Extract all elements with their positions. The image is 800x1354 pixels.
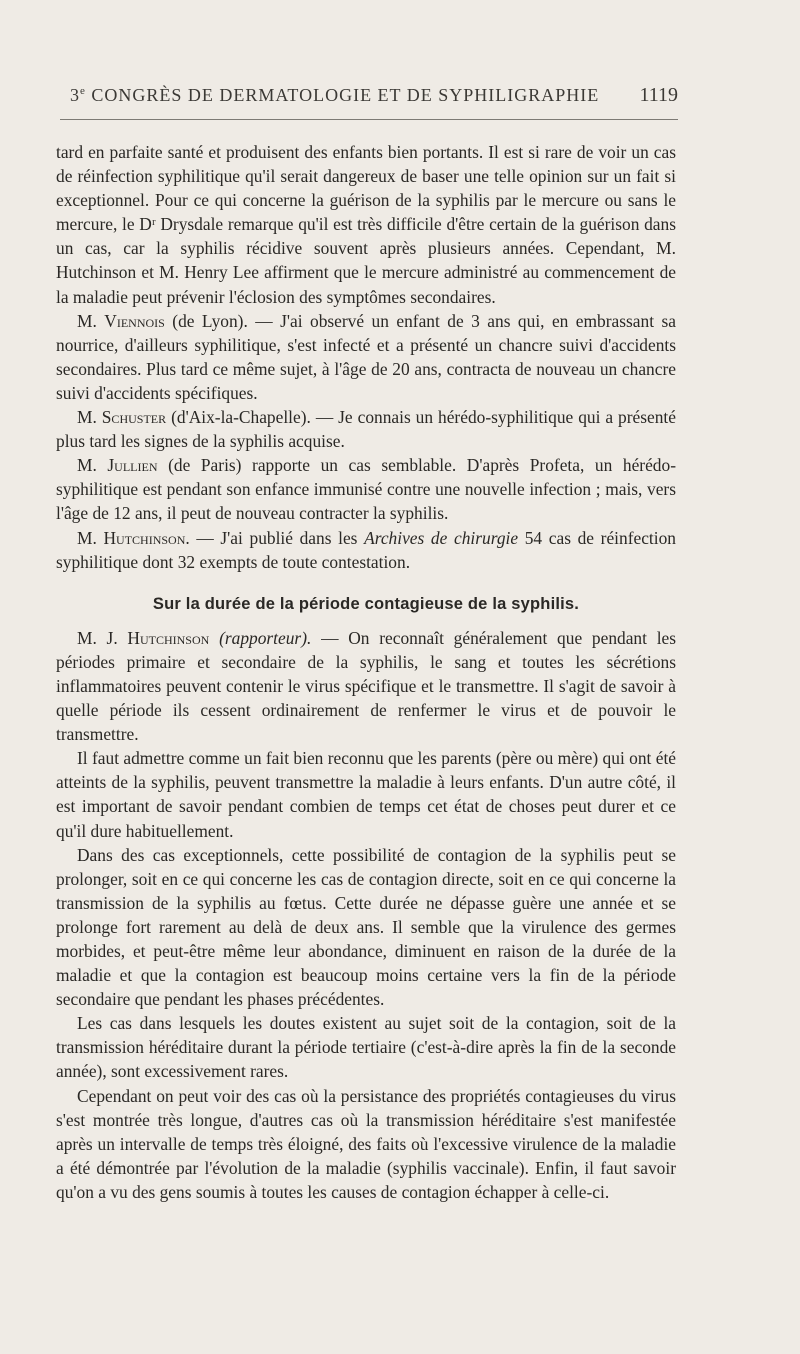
paragraph xyxy=(56,140,676,309)
speaker-role: (rapporteur). xyxy=(209,627,312,648)
paragraph xyxy=(56,1084,676,1204)
running-title xyxy=(70,85,599,106)
paragraph-text: . — J'ai publié dans les xyxy=(185,527,365,548)
paragraph-text: Cependant on peut voir des cas où la persistance des propriétés contagieuses du virus s'est montrée très longue, d'autres cas où la transmission héréditaire s'est manifestée après un intervalle de temps très éloigné, des faits où l'excessive virulence de la maladie a été démontrée par l'évolution de la maladie (syphilis vaccinale). Enfin, il faut savoir qu'on a vu des gens soumis à toutes les causes de contagion échapper à celle-ci. xyxy=(56,1085,676,1202)
speaker-name: Viennois xyxy=(104,310,165,331)
speaker-title: M. J. xyxy=(77,627,128,648)
paragraph-text: tard en parfaite santé et produisent des enfants bien portants. Il est si rare de voir un cas de réinfection syphilitique qu'il serait dangereux de baser une telle opinion sur un fait si exceptionnel. Pour ce qui concerne la guérison de la syphilis par le mercure ou sans le mercure, le Dʳ Drysdale remarque qu'il est très difficile d'être certain de la guérison dans un cas, car la syphilis récidive souvent après plusieurs années. Cependant, M. Hutchinson et M. Henry Lee affirment que le mercure administré au commencement de la maladie peut prévenir l'éclosion des symptômes secondaires. xyxy=(56,142,676,307)
title-text: CONGRÈS DE DERMATOLOGIE ET DE SYPHILIGRAPHIE xyxy=(85,85,600,105)
paragraph xyxy=(56,453,676,525)
header-rule xyxy=(60,119,678,120)
speaker-name: Schuster xyxy=(101,407,167,428)
paragraph-text: — On reconnaît généralement que pendant les périodes primaire et secondaire de la syphilis, le sang et toutes les sécrétions inflammatoires peuvent contenir le virus spécifique et le transmettre. Il s'agit de savoir à quelle période ils cessent ordinairement de renfermer le virus et de pouvoir le transmettre. xyxy=(56,627,677,745)
paragraph-text: (de Lyon). — J'ai observé un enfant de 3 ans qui, en embrassant sa nourrice, d'ailleurs syphilitique, s'est infecté et a présenté un chancre suivi d'accidents secondaires. Plus tard ce même sujet, à l'âge de 20 ans, contracta de nouveau un chancre suivi d'accidents spécifiques. xyxy=(56,310,676,403)
section-title: Sur la durée de la période contagieuse de la syphilis. xyxy=(152,594,580,613)
speaker-name: Jullien xyxy=(107,455,158,476)
title-superscript: e xyxy=(80,85,86,97)
paragraph xyxy=(56,626,676,746)
body-text xyxy=(56,140,676,1204)
paragraph xyxy=(56,309,676,405)
speaker-title: M. xyxy=(77,407,102,428)
paragraph xyxy=(56,843,676,1012)
speaker-name: Hutchinson xyxy=(127,627,210,648)
paragraph-text: Les cas dans lesquels les doutes existent au sujet soit de la contagion, soit de la transmission héréditaire durant la période tertiaire (c'est-à-dire après la fin de la seconde année), sont excessivement rares. xyxy=(56,1013,676,1082)
paragraph xyxy=(56,746,676,842)
paragraph-text: (de Paris) rapporte un cas semblable. D'après Profeta, un hérédo-syphilitique est pendant son enfance immunisé contre une nouvelle infection ; mais, vers l'âge de 12 ans, il peut de nouveau contracter la syphilis. xyxy=(56,455,676,524)
journal-title: Archives de chirurgie xyxy=(364,527,519,548)
speaker-title: M. xyxy=(77,455,108,476)
paragraph xyxy=(56,405,676,453)
speaker-title: M. xyxy=(77,527,104,548)
paragraph-text: Dans des cas exceptionnels, cette possibilité de contagion de la syphilis peut se prolonger, soit en ce qui concerne les cas de contagion directe, soit en ce qui concerne la transmission de la syphilis au fœtus. Cette durée ne dépasse guère une année et se prolonge fort rarement au delà de deux ans. Il semble que la virulence des germes morbides, et peut-être même leur abondance, diminuent en raison de la durée de la maladie et que la contagion est beaucoup moins certaine vers la fin de la période secondaire que pendant les phases précédentes. xyxy=(56,844,676,1010)
paragraph-text: (d'Aix-la-Chapelle). — Je connais un hérédo-syphilitique qui a présenté plus tard les signes de la syphilis acquise. xyxy=(56,407,676,452)
paragraph xyxy=(56,1011,676,1083)
page-number: 1119 xyxy=(639,84,678,106)
paragraph-text: 54 cas de réinfection syphilitique dont 32 exempts de toute contestation. xyxy=(56,527,676,572)
title-prefix: 3 xyxy=(70,85,80,105)
running-header xyxy=(70,84,678,107)
paragraph-text: Il faut admettre comme un fait bien reconnu que les parents (père ou mère) qui ont été atteints de la syphilis, peuvent transmettre la maladie à leurs enfants. D'un autre côté, il est important de savoir pendant combien de temps cet état de choses peut durer et ce qu'il dure habituellement. xyxy=(56,748,676,841)
paragraph xyxy=(56,526,676,574)
speaker-title: M. xyxy=(77,310,105,331)
speaker-name: Hutchinson xyxy=(103,527,186,548)
